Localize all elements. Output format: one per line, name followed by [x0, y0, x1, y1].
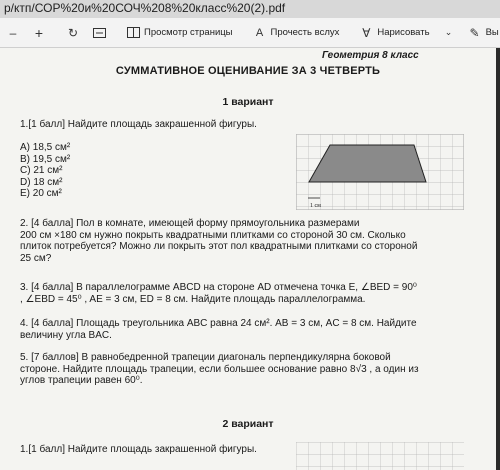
question-2-line: 25 см? [20, 252, 52, 264]
draw-button[interactable] [353, 18, 461, 47]
question-1-prefix: 1.[1 балл] [20, 119, 65, 130]
read-aloud-icon: A [255, 26, 264, 39]
rotate-button[interactable] [60, 18, 86, 47]
question-3-line: , ∠EBD = 45⁰ , AE = 3 см, ED = 8 см. Найдите площадь параллелограмма. [20, 293, 366, 305]
question-2-line: плиток потребуется? Можно ли покрыть этот пол квадратными плитками со стороной [20, 241, 418, 252]
read-aloud-button[interactable] [247, 18, 346, 47]
page-title: СУММАТИВНОЕ ОЦЕНИВАНИЕ ЗА 3 ЧЕТВЕРТЬ [115, 65, 381, 77]
variant-2-heading: 2 вариант [222, 418, 274, 430]
rotate-icon: ↻ [67, 25, 79, 40]
plus-icon: + [34, 24, 44, 41]
question-4-line: величину угла BAC. [20, 329, 112, 341]
highlight-button[interactable] [462, 18, 500, 47]
question-1-answers [20, 142, 70, 200]
highlighter-icon: ✎ [469, 25, 480, 40]
address-bar[interactable] [0, 0, 500, 18]
collapse-button[interactable] [0, 18, 26, 47]
variant-2-grid-figure [296, 442, 464, 470]
question-2-line: 2. [4 балла] Пол в комнате, имеющей форму прямоугольника размерами [20, 218, 360, 229]
fit-page-icon [92, 26, 106, 40]
answer-e: E) 20 см² [20, 188, 62, 200]
question-3-line: 3. [4 балла] В параллелограмме ABCD на стороне AD отмечена точка E, ∠BED = 90⁰ [20, 282, 417, 293]
read-aloud-label: Прочесть вслух [270, 27, 340, 38]
question-2 [20, 218, 480, 264]
page-view-label: Просмотр страницы [144, 27, 233, 38]
shaded-trapezoid [309, 145, 426, 182]
scrollbar[interactable] [496, 48, 500, 470]
question-4 [20, 318, 480, 341]
question-1-text: Найдите площадь закрашенной фигуры. [67, 119, 257, 130]
question-5-line: стороне. Найдите площадь трапеции, если большее основание равно 8√3 , а один из [20, 363, 419, 375]
pdf-page [0, 48, 496, 470]
pdf-toolbar [0, 18, 500, 48]
address-text: p/ктп/СОР%20и%20СОЧ%208%20класс%20(2).pdf [4, 1, 286, 15]
question-4-line: 4. [4 балла] Площадь треугольника ABC равна 24 см². AB = 3 см, AC = 8 см. Найдите [20, 318, 417, 329]
question-2-line: 200 см ×180 см нужно покрыть квадратными плитками со стороной 30 см. Сколько [20, 229, 406, 241]
fit-page-button[interactable] [86, 18, 112, 47]
zoom-in-button[interactable] [26, 18, 52, 47]
draw-label: Нарисовать [377, 27, 430, 38]
question-5-line: углов трапеции равен 60⁰. [20, 375, 143, 386]
question-3 [20, 282, 480, 305]
variant-2-question-1: 1.[1 балл] Найдите площадь закрашенной фигуры. [20, 444, 257, 455]
pen-icon: ∀ [362, 25, 371, 40]
answer-d: D) 18 см² [20, 176, 63, 188]
variant-1-heading: 1 вариант [222, 96, 274, 108]
question-5-line: 5. [7 баллов] В равнобедренной трапеции диагональ перпендикулярна боковой [20, 352, 391, 363]
scale-label: 1 см [310, 203, 321, 209]
subject-header: Геометрия 8 класс [322, 50, 419, 61]
book-icon [126, 26, 140, 40]
answer-b: B) 19,5 см² [20, 153, 71, 165]
highlight-label: Вы [485, 27, 499, 38]
answer-a: A) 18,5 см² [20, 142, 71, 153]
trapezoid-figure [296, 134, 464, 210]
question-1 [20, 119, 257, 131]
question-5 [20, 352, 480, 387]
page-view-button[interactable] [120, 18, 239, 47]
minus-icon: – [9, 25, 17, 40]
chevron-down-icon[interactable]: ⌄ [444, 27, 453, 37]
answer-c: C) 21 см² [20, 165, 63, 177]
